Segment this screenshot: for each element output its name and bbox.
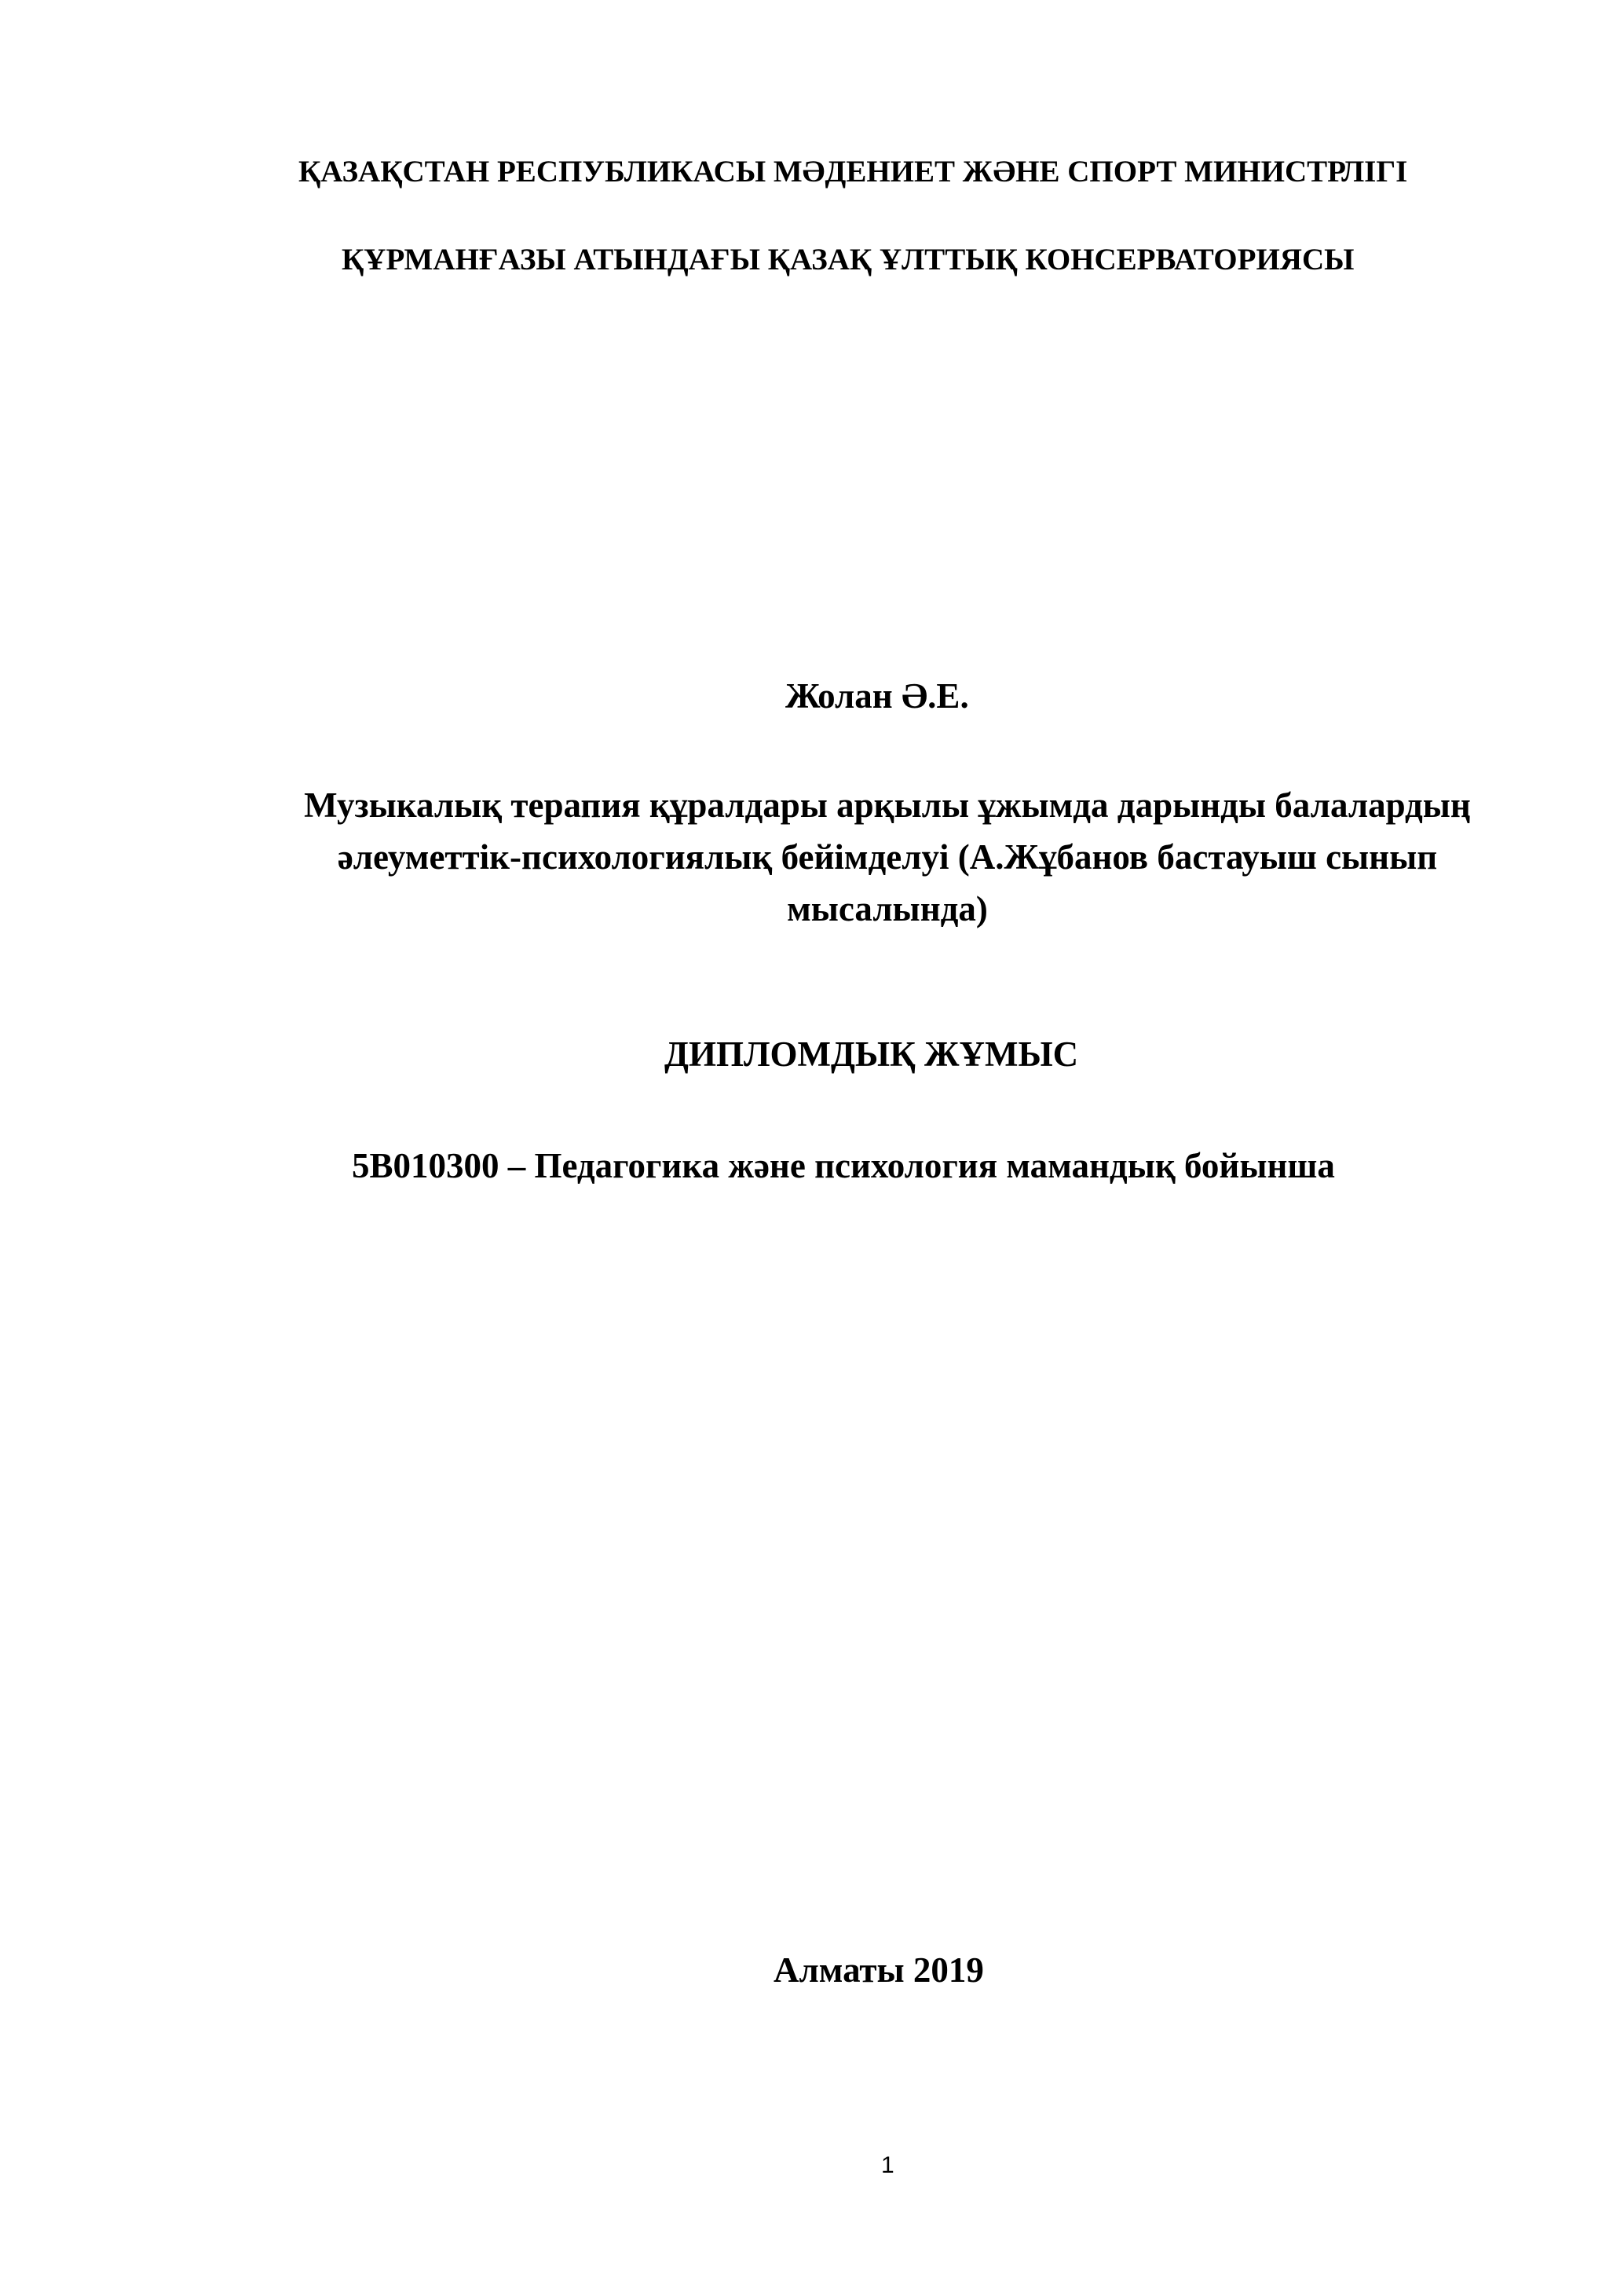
specialty: 5В010300 – Педагогика және психология мамандық бойынша bbox=[352, 1146, 1335, 1185]
thesis-title-line-1: Музыкалық терапия құралдары арқылы ұжымда дарынды балалардың bbox=[304, 785, 1471, 825]
work-type: ДИПЛОМДЫҚ ЖҰМЫС bbox=[664, 1034, 1079, 1074]
author-name: Жолан Ә.Е. bbox=[785, 676, 969, 716]
thesis-title-line-2: әлеуметтік-психологиялық бейімделуі (А.Жұбанов бастауыш сынып bbox=[337, 837, 1438, 877]
ministry-heading: ҚАЗАҚСТАН РЕСПУБЛИКАСЫ МӘДЕНИЕТ ЖӘНЕ СПОРТ МИНИСТРЛІГІ bbox=[298, 155, 1408, 189]
place-year: Алматы 2019 bbox=[774, 1950, 984, 1990]
page-number: 1 bbox=[881, 2152, 894, 2178]
thesis-title-line-3: мысалында) bbox=[787, 889, 988, 928]
thesis-title bbox=[220, 779, 1555, 935]
institution-heading: ҚҰРМАНҒАЗЫ АТЫНДАҒЫ ҚАЗАҚ ҰЛТТЫҚ КОНСЕРВАТОРИЯСЫ bbox=[342, 243, 1355, 276]
